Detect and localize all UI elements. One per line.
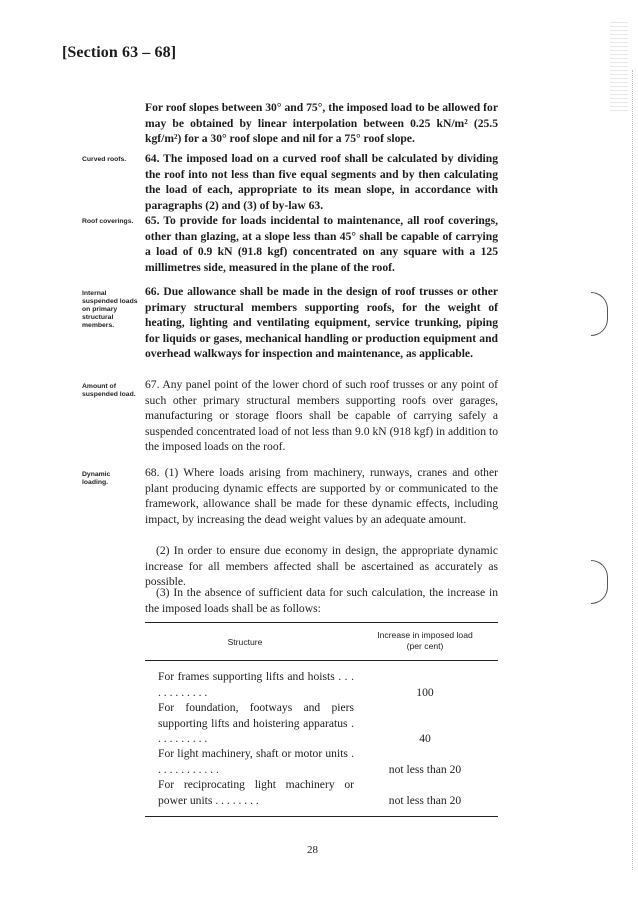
paragraph-66: 66. Due allowance shall be made in the design of roof trusses or other primary structural members supporting roofs, for the weight of heating, lighting and ventilating equipment, service trunking, piping for liquids or gases, mechanical handling or production equipment and overhead walkways for inspection and maintenance, as applicable.	[145, 285, 498, 360]
table-top-rule	[145, 622, 498, 623]
page-edge-line	[632, 70, 634, 870]
paragraph-67: 67. Any panel point of the lower chord of such roof trusses or any point of such other primary structural members supporting roofs over garages, manufacturing or storage floors shall be capable of carrying safely a suspended concentrated load of not less than 9.0 kN (918 kgf) in addition to the imposed loads on the roof.	[145, 378, 498, 453]
table-row-structure: For light machinery, shaft or motor units . . . . . . . . . . . .	[158, 747, 354, 776]
table-header-rule	[145, 660, 498, 661]
margin-note-dynamic-loading: Dynamic loading.	[82, 471, 111, 486]
table-row-increase: 100	[416, 686, 434, 699]
table-row-increase: 40	[419, 732, 431, 745]
margin-note-roof-coverings: Roof coverings.	[82, 218, 134, 225]
table-header-structure: Structure	[227, 637, 263, 647]
margin-note-curved-roofs: Curved roofs.	[82, 156, 127, 163]
scan-artifact	[610, 22, 628, 112]
table-row-structure: For foundation, footways and piers supporting lifts and hoistering apparatus . . . . . . . . . .	[158, 701, 354, 745]
table-row-structure: For frames supporting lifts and hoists . . . . . . . . . . . .	[158, 670, 354, 699]
intro-paragraph: For roof slopes between 30° and 75°, the imposed load to be allowed for may be obtained by linear interpolation between 0.25 kN/m² (25.5 kgf/m²) for a 30° roof slope and nil for a 75° roof slope.	[145, 101, 498, 145]
table-bottom-rule	[145, 816, 498, 817]
table-row-structure: For reciprocating light machinery or power units . . . . . . . .	[158, 778, 354, 807]
margin-note-amount-suspended-load: Amount of suspended load.	[82, 383, 136, 398]
paragraph-68-1: 68. (1) Where loads arising from machinery, runways, cranes and other plant producing dynamic effects are supported by or communicated to the framework, allowance shall be made for these dynamic effects, including impact, by increasing the dead weight values by an adequate amount.	[145, 466, 498, 526]
paragraph-68-2: (2) In order to ensure due economy in design, the appropriate dynamic increase for all members affected shall be ascertained as accurately as possible.	[145, 544, 498, 588]
binding-bracket-bottom	[591, 560, 608, 604]
paragraph-65: 65. To provide for loads incidental to maintenance, all roof coverings, other than glazing, at a slope less than 45° shall be capable of carrying a load of 0.9 kN (91.8 kgf) concentrated on any square with a 125 millimetres side, measured in the plane of the roof.	[145, 214, 498, 274]
table-header-increase: Increase in imposed load (per cent)	[377, 630, 473, 651]
margin-note-internal-suspended-loads: Internal suspended loads on primary structural members.	[82, 290, 138, 329]
paragraph-64: 64. The imposed load on a curved roof shall be calculated by dividing the roof into not less than five equal segments and by then calculating the load of each, appropriate to its mean slope, in accordance with paragraphs (2) and (3) of by-law 63.	[145, 152, 498, 212]
paragraph-68-3: (3) In the absence of sufficient data for such calculation, the increase in the imposed loads shall be as follows:	[145, 586, 498, 615]
table-row-increase: not less than 20	[388, 763, 462, 776]
section-heading: [Section 63 – 68]	[62, 44, 177, 61]
binding-bracket-top	[591, 292, 608, 336]
table-row-increase: not less than 20	[388, 794, 462, 807]
page-number: 28	[307, 844, 318, 856]
